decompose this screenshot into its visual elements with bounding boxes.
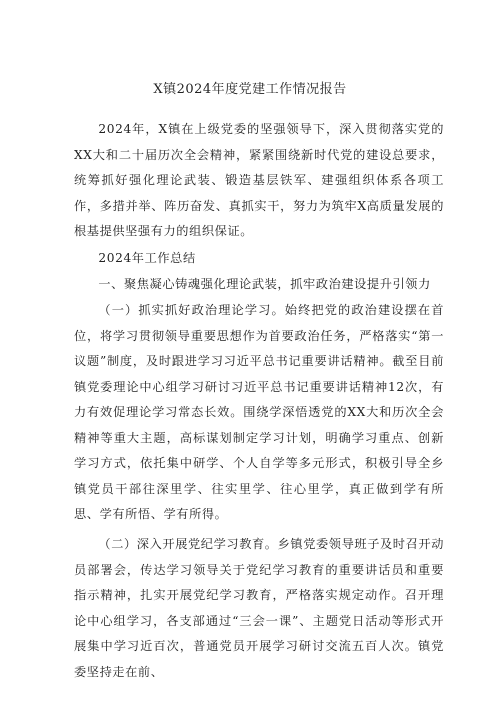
- paragraph-political-study: （一）抓实抓好政治理论学习。始终把党的政治建设摆在首位，将学习贯彻领导重要思想作为首要政治任务，严格落实“第一议题”制度，及时跟进学习习近平总书记重要讲话精神。截至目前镇党委理论中心组学习研讨习近平总书记重要讲话精神12次，有力有效促理论学习常态长效。围绕学深悟透党的XX大和历次全会精神等重大主题，高标谋划制定学习计划，明确学习重点、创新学习方式，依托集中研学、个人自学等多元形式，积极引导全乡镇党员干部往深里学、往实里学、往心里学，真正做到学有所思、学有所悟、学有所得。: [74, 303, 444, 521]
- paragraph-discipline-education: （二）深入开展党纪学习教育。乡镇党委领导班子及时召开动员部署会，传达学习领导关于党纪学习教育的重要讲话员和重要指示精神，扎实开展党纪学习教育，严格落实规定动作。召开理论中心组学习，各支部通过“三会一课”、主题党日活动等形式开展集中学习近百次，普通党员开展学习研讨交流五百人次。镇党委坚持走在前、: [74, 537, 444, 679]
- section1-heading: 一、聚焦凝心铸魂强化理论武装，抓牢政治建设提升引领力: [98, 277, 431, 291]
- summary-heading: 2024年工作总结: [98, 251, 196, 265]
- intro-paragraph: 2024年，X镇在上级党委的坚强领导下，深入贯彻落实党的XX大和二十届历次全会精神，紧紧围绕新时代党的建设总要求，统筹抓好强化理论武装、锻造基层铁军、建强组织体系各项工作，多措并举、阵历奋发、真抓实干，努力为筑牢X高质量发展的根基提供坚强有力的组织保证。: [74, 122, 444, 238]
- document-title: X镇2024年度党建工作情况报告: [153, 82, 347, 97]
